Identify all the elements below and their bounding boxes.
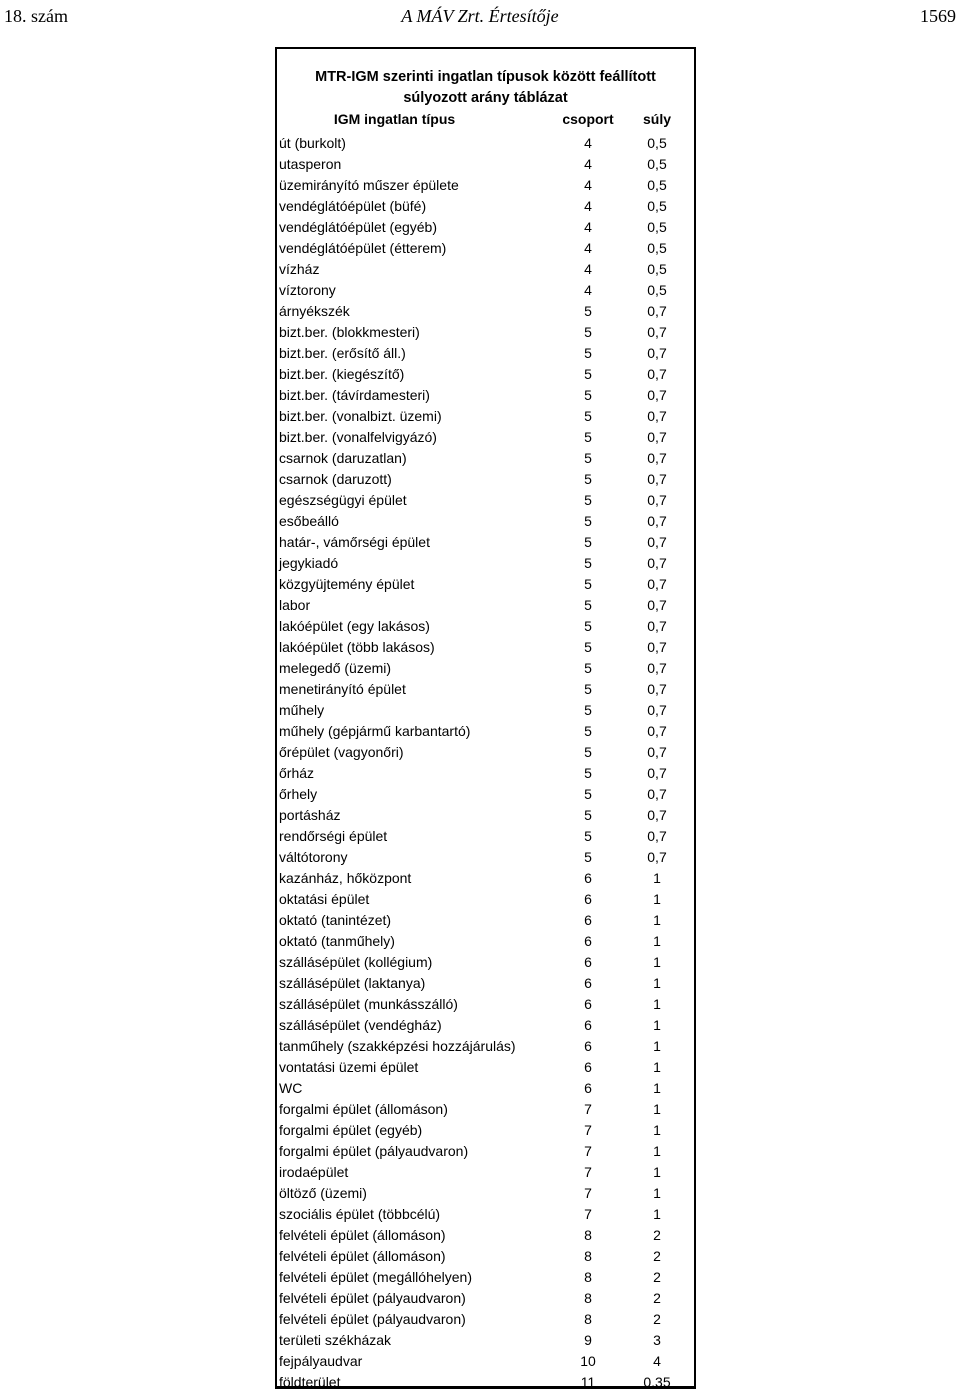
cell-weight: 0,7 bbox=[647, 575, 667, 592]
table-row bbox=[277, 1246, 694, 1267]
cell-group: 4 bbox=[584, 134, 592, 151]
table-row bbox=[277, 700, 694, 721]
table-row bbox=[277, 847, 694, 868]
cell-group: 5 bbox=[584, 302, 592, 319]
cell-group: 5 bbox=[584, 323, 592, 340]
cell-weight: 0,7 bbox=[647, 701, 667, 718]
cell-weight: 0,7 bbox=[647, 428, 667, 445]
table-row bbox=[277, 1015, 694, 1036]
table-title-line1: MTR-IGM szerinti ingatlan típusok között feállított bbox=[315, 69, 656, 85]
weight-table bbox=[275, 47, 696, 1389]
cell-type: felvételi épület (állomáson) bbox=[279, 1226, 446, 1243]
cell-weight: 0,7 bbox=[647, 491, 667, 508]
cell-weight: 0,5 bbox=[647, 260, 667, 277]
cell-type: felvételi épület (pályaudvaron) bbox=[279, 1289, 466, 1306]
cell-weight: 0,7 bbox=[647, 302, 667, 319]
cell-weight: 1 bbox=[653, 911, 661, 928]
cell-type: őrház bbox=[279, 764, 315, 781]
table-row bbox=[277, 385, 694, 406]
table-row bbox=[277, 1099, 694, 1120]
cell-group: 5 bbox=[584, 680, 592, 697]
cell-group: 7 bbox=[584, 1142, 592, 1159]
cell-weight: 1 bbox=[653, 890, 661, 907]
table-row bbox=[277, 889, 694, 910]
cell-group: 6 bbox=[584, 1058, 592, 1075]
cell-type: őrhely bbox=[279, 785, 318, 802]
cell-weight: 1 bbox=[653, 1163, 661, 1180]
cell-group: 6 bbox=[584, 974, 592, 991]
cell-type: bizt.ber. (vonalbizt. üzemi) bbox=[279, 407, 442, 424]
cell-type: menetirányító épület bbox=[279, 680, 406, 697]
cell-type: irodaépület bbox=[279, 1163, 349, 1180]
column-header-group: csoport bbox=[562, 111, 614, 127]
cell-type: forgalmi épület (pályaudvaron) bbox=[279, 1142, 469, 1159]
cell-group: 4 bbox=[584, 197, 592, 214]
cell-group: 7 bbox=[584, 1184, 592, 1201]
cell-type: csarnok (daruzatlan) bbox=[279, 449, 407, 466]
table-row bbox=[277, 1078, 694, 1099]
cell-type: kazánház, hőközpont bbox=[279, 869, 412, 886]
table-row bbox=[277, 1351, 694, 1372]
cell-weight: 0,7 bbox=[647, 407, 667, 424]
cell-type: szociális épület (többcélú) bbox=[279, 1205, 441, 1222]
cell-group: 11 bbox=[580, 1373, 596, 1390]
cell-weight: 3 bbox=[653, 1331, 661, 1348]
cell-group: 5 bbox=[584, 806, 592, 823]
cell-type: jegykiadó bbox=[279, 554, 339, 571]
cell-type: határ-, vámőrségi épület bbox=[279, 533, 430, 550]
cell-weight: 1 bbox=[653, 1142, 661, 1159]
cell-type: melegedő (üzemi) bbox=[279, 659, 392, 676]
cell-group: 8 bbox=[584, 1247, 592, 1264]
cell-weight: 0,7 bbox=[647, 659, 667, 676]
cell-weight: 2 bbox=[653, 1247, 661, 1264]
cell-group: 4 bbox=[584, 155, 592, 172]
table-row bbox=[277, 868, 694, 889]
table-row bbox=[277, 532, 694, 553]
cell-type: portásház bbox=[279, 806, 341, 823]
cell-group: 8 bbox=[584, 1289, 592, 1306]
table-row bbox=[277, 238, 694, 259]
cell-weight: 1 bbox=[653, 932, 661, 949]
cell-group: 5 bbox=[584, 554, 592, 571]
cell-type: vontatási üzemi épület bbox=[279, 1058, 419, 1075]
table-row bbox=[277, 1183, 694, 1204]
cell-weight: 0,7 bbox=[647, 785, 667, 802]
cell-type: esőbeálló bbox=[279, 512, 339, 529]
cell-group: 6 bbox=[584, 932, 592, 949]
table-row bbox=[277, 658, 694, 679]
cell-group: 6 bbox=[584, 1079, 592, 1096]
cell-type: felvételi épület (megállóhelyen) bbox=[279, 1268, 472, 1285]
cell-group: 4 bbox=[584, 239, 592, 256]
cell-group: 5 bbox=[584, 512, 592, 529]
cell-weight: 0,5 bbox=[647, 134, 667, 151]
cell-type: szállásépület (kollégium) bbox=[279, 953, 433, 970]
cell-weight: 0,7 bbox=[647, 617, 667, 634]
table-row bbox=[277, 427, 694, 448]
cell-type: oktató (tanintézet) bbox=[279, 911, 392, 928]
table-row bbox=[277, 511, 694, 532]
table-body bbox=[277, 133, 694, 1393]
table-row bbox=[277, 763, 694, 784]
cell-group: 6 bbox=[584, 953, 592, 970]
cell-group: 5 bbox=[584, 407, 592, 424]
cell-group: 8 bbox=[584, 1268, 592, 1285]
cell-type: bizt.ber. (erősítő áll.) bbox=[279, 344, 406, 361]
cell-type: őrépület (vagyonőri) bbox=[279, 743, 404, 760]
cell-type: labor bbox=[279, 596, 311, 613]
cell-weight: 2 bbox=[653, 1268, 661, 1285]
cell-group: 6 bbox=[584, 911, 592, 928]
cell-type: oktatási épület bbox=[279, 890, 370, 907]
cell-group: 5 bbox=[584, 785, 592, 802]
cell-type: tanműhely (szakképzési hozzájárulás) bbox=[279, 1037, 516, 1054]
cell-weight: 0,7 bbox=[647, 512, 667, 529]
table-title-line2: súlyozott arány táblázat bbox=[403, 90, 568, 106]
cell-group: 5 bbox=[584, 386, 592, 403]
cell-type: víztorony bbox=[279, 281, 336, 298]
cell-weight: 0,35 bbox=[643, 1373, 671, 1390]
cell-type: szállásépület (laktanya) bbox=[279, 974, 426, 991]
table-row bbox=[277, 826, 694, 847]
cell-group: 4 bbox=[584, 260, 592, 277]
cell-weight: 0,7 bbox=[647, 533, 667, 550]
cell-weight: 0,7 bbox=[647, 827, 667, 844]
cell-weight: 0,7 bbox=[647, 848, 667, 865]
cell-group: 5 bbox=[584, 428, 592, 445]
cell-weight: 1 bbox=[653, 1100, 661, 1117]
table-row bbox=[277, 1372, 694, 1393]
cell-group: 4 bbox=[584, 218, 592, 235]
table-row bbox=[277, 280, 694, 301]
cell-weight: 0,7 bbox=[647, 806, 667, 823]
table-row bbox=[277, 931, 694, 952]
cell-type: vízház bbox=[279, 260, 320, 277]
table-row bbox=[277, 259, 694, 280]
cell-weight: 1 bbox=[653, 869, 661, 886]
table-row bbox=[277, 1141, 694, 1162]
cell-weight: 4 bbox=[653, 1352, 661, 1369]
cell-weight: 0,7 bbox=[647, 743, 667, 760]
cell-group: 5 bbox=[584, 449, 592, 466]
cell-group: 8 bbox=[584, 1226, 592, 1243]
cell-group: 7 bbox=[584, 1121, 592, 1138]
table-row bbox=[277, 196, 694, 217]
cell-group: 6 bbox=[584, 869, 592, 886]
cell-type: bizt.ber. (blokkmesteri) bbox=[279, 323, 420, 340]
column-header-type: IGM ingatlan típus bbox=[333, 111, 456, 127]
cell-weight: 1 bbox=[653, 995, 661, 1012]
cell-weight: 0,7 bbox=[647, 722, 667, 739]
issue-number: 18. szám bbox=[4, 6, 68, 26]
cell-type: öltöző (üzemi) bbox=[279, 1184, 367, 1201]
cell-group: 5 bbox=[584, 638, 592, 655]
cell-weight: 2 bbox=[653, 1226, 661, 1243]
cell-weight: 1 bbox=[653, 953, 661, 970]
cell-weight: 0,7 bbox=[647, 764, 667, 781]
table-row bbox=[277, 490, 694, 511]
table-row bbox=[277, 805, 694, 826]
cell-type: bizt.ber. (távírdamesteri) bbox=[279, 386, 430, 403]
cell-type: műhely (gépjármű karbantartó) bbox=[279, 722, 471, 739]
table-row bbox=[277, 1120, 694, 1141]
cell-group: 5 bbox=[584, 848, 592, 865]
cell-type: felvételi épület (pályaudvaron) bbox=[279, 1310, 466, 1327]
cell-weight: 0,7 bbox=[647, 365, 667, 382]
table-row bbox=[277, 301, 694, 322]
cell-type: árnyékszék bbox=[279, 302, 350, 319]
cell-group: 5 bbox=[584, 701, 592, 718]
column-header-weight: súly bbox=[642, 111, 671, 127]
publication-title: A MÁV Zrt. Értesítője bbox=[401, 6, 559, 26]
cell-group: 6 bbox=[584, 890, 592, 907]
cell-group: 5 bbox=[584, 596, 592, 613]
table-row bbox=[277, 322, 694, 343]
table-row bbox=[277, 1162, 694, 1183]
cell-type: váltótorony bbox=[279, 848, 348, 865]
cell-group: 4 bbox=[584, 176, 592, 193]
cell-group: 5 bbox=[584, 743, 592, 760]
cell-weight: 0,7 bbox=[647, 323, 667, 340]
cell-weight: 1 bbox=[653, 1079, 661, 1096]
cell-type: fejpályaudvar bbox=[279, 1352, 363, 1369]
cell-group: 5 bbox=[584, 617, 592, 634]
table-row bbox=[277, 553, 694, 574]
table-row bbox=[277, 1225, 694, 1246]
cell-type: vendéglátóépület (étterem) bbox=[279, 239, 447, 256]
cell-weight: 0,7 bbox=[647, 449, 667, 466]
cell-weight: 2 bbox=[653, 1289, 661, 1306]
cell-type: rendőrségi épület bbox=[279, 827, 388, 844]
table-row bbox=[277, 1309, 694, 1330]
cell-group: 5 bbox=[584, 659, 592, 676]
cell-group: 9 bbox=[584, 1331, 592, 1348]
page-header bbox=[0, 3, 960, 27]
cell-group: 5 bbox=[584, 764, 592, 781]
cell-group: 5 bbox=[584, 491, 592, 508]
table-row bbox=[277, 217, 694, 238]
table-row bbox=[277, 910, 694, 931]
cell-type: vendéglátóépület (büfé) bbox=[279, 197, 427, 214]
table-row bbox=[277, 784, 694, 805]
cell-type: lakóépület (egy lakásos) bbox=[279, 617, 430, 634]
cell-type: bizt.ber. (vonalfelvigyázó) bbox=[279, 428, 437, 445]
cell-type: szállásépület (munkásszálló) bbox=[279, 995, 458, 1012]
table-row bbox=[277, 154, 694, 175]
cell-type: oktató (tanműhely) bbox=[279, 932, 395, 949]
cell-type: területi székházak bbox=[279, 1331, 392, 1348]
cell-weight: 1 bbox=[653, 1205, 661, 1222]
cell-weight: 1 bbox=[653, 1058, 661, 1075]
cell-group: 8 bbox=[584, 1310, 592, 1327]
table-header-row bbox=[277, 111, 694, 131]
table-row bbox=[277, 973, 694, 994]
cell-group: 7 bbox=[584, 1163, 592, 1180]
cell-weight: 0,5 bbox=[647, 155, 667, 172]
table-row bbox=[277, 742, 694, 763]
cell-group: 5 bbox=[584, 344, 592, 361]
cell-weight: 0,7 bbox=[647, 554, 667, 571]
table-row bbox=[277, 616, 694, 637]
cell-group: 7 bbox=[584, 1100, 592, 1117]
table-row bbox=[277, 721, 694, 742]
cell-group: 6 bbox=[584, 1016, 592, 1033]
cell-weight: 0,7 bbox=[647, 386, 667, 403]
cell-group: 7 bbox=[584, 1205, 592, 1222]
cell-weight: 1 bbox=[653, 1016, 661, 1033]
cell-weight: 0,7 bbox=[647, 470, 667, 487]
cell-group: 6 bbox=[584, 995, 592, 1012]
table-row bbox=[277, 343, 694, 364]
cell-weight: 0,7 bbox=[647, 344, 667, 361]
cell-group: 5 bbox=[584, 365, 592, 382]
cell-type: lakóépület (több lakásos) bbox=[279, 638, 435, 655]
table-row bbox=[277, 1288, 694, 1309]
cell-type: út (burkolt) bbox=[279, 134, 346, 151]
cell-weight: 1 bbox=[653, 1121, 661, 1138]
cell-type: csarnok (daruzott) bbox=[279, 470, 392, 487]
page-number: 1569 bbox=[920, 6, 956, 26]
table-row bbox=[277, 1036, 694, 1057]
cell-group: 4 bbox=[584, 281, 592, 298]
cell-weight: 0,5 bbox=[647, 218, 667, 235]
cell-type: műhely bbox=[279, 701, 325, 718]
table-row bbox=[277, 574, 694, 595]
cell-weight: 0,5 bbox=[647, 176, 667, 193]
table-row bbox=[277, 448, 694, 469]
cell-type: üzemirányító műszer épülete bbox=[279, 176, 459, 193]
table-row bbox=[277, 679, 694, 700]
cell-weight: 1 bbox=[653, 974, 661, 991]
cell-group: 6 bbox=[584, 1037, 592, 1054]
cell-type: egészségügyi épület bbox=[279, 491, 407, 508]
cell-weight: 0,7 bbox=[647, 596, 667, 613]
table-row bbox=[277, 1057, 694, 1078]
cell-group: 5 bbox=[584, 827, 592, 844]
table-row bbox=[277, 994, 694, 1015]
cell-type: vendéglátóépület (egyéb) bbox=[279, 218, 438, 235]
cell-group: 5 bbox=[584, 533, 592, 550]
table-row bbox=[277, 364, 694, 385]
table-row bbox=[277, 595, 694, 616]
table-row bbox=[277, 133, 694, 154]
table-row bbox=[277, 1267, 694, 1288]
table-row bbox=[277, 1204, 694, 1225]
cell-weight: 0,7 bbox=[647, 680, 667, 697]
cell-weight: 0,5 bbox=[647, 239, 667, 256]
table-row bbox=[277, 637, 694, 658]
cell-type: WC bbox=[279, 1079, 303, 1096]
cell-type: bizt.ber. (kiegészítő) bbox=[279, 365, 405, 382]
cell-type: felvételi épület (állomáson) bbox=[279, 1247, 446, 1264]
cell-weight: 1 bbox=[653, 1184, 661, 1201]
cell-group: 10 bbox=[580, 1352, 596, 1369]
cell-weight: 0,5 bbox=[647, 197, 667, 214]
cell-group: 5 bbox=[584, 470, 592, 487]
cell-type: forgalmi épület (állomáson) bbox=[279, 1100, 448, 1117]
table-row bbox=[277, 175, 694, 196]
cell-weight: 0,7 bbox=[647, 638, 667, 655]
cell-weight: 2 bbox=[653, 1310, 661, 1327]
table-row bbox=[277, 469, 694, 490]
table-row bbox=[277, 406, 694, 427]
cell-group: 5 bbox=[584, 575, 592, 592]
cell-type: földterület bbox=[279, 1373, 341, 1390]
cell-weight: 0,5 bbox=[647, 281, 667, 298]
table-row bbox=[277, 1330, 694, 1351]
cell-group: 5 bbox=[584, 722, 592, 739]
cell-type: szállásépület (vendégház) bbox=[279, 1016, 442, 1033]
cell-weight: 1 bbox=[653, 1037, 661, 1054]
cell-type: forgalmi épület (egyéb) bbox=[279, 1121, 423, 1138]
cell-type: utasperon bbox=[279, 155, 342, 172]
table-row bbox=[277, 952, 694, 973]
cell-type: közgyüjtemény épület bbox=[279, 575, 415, 592]
